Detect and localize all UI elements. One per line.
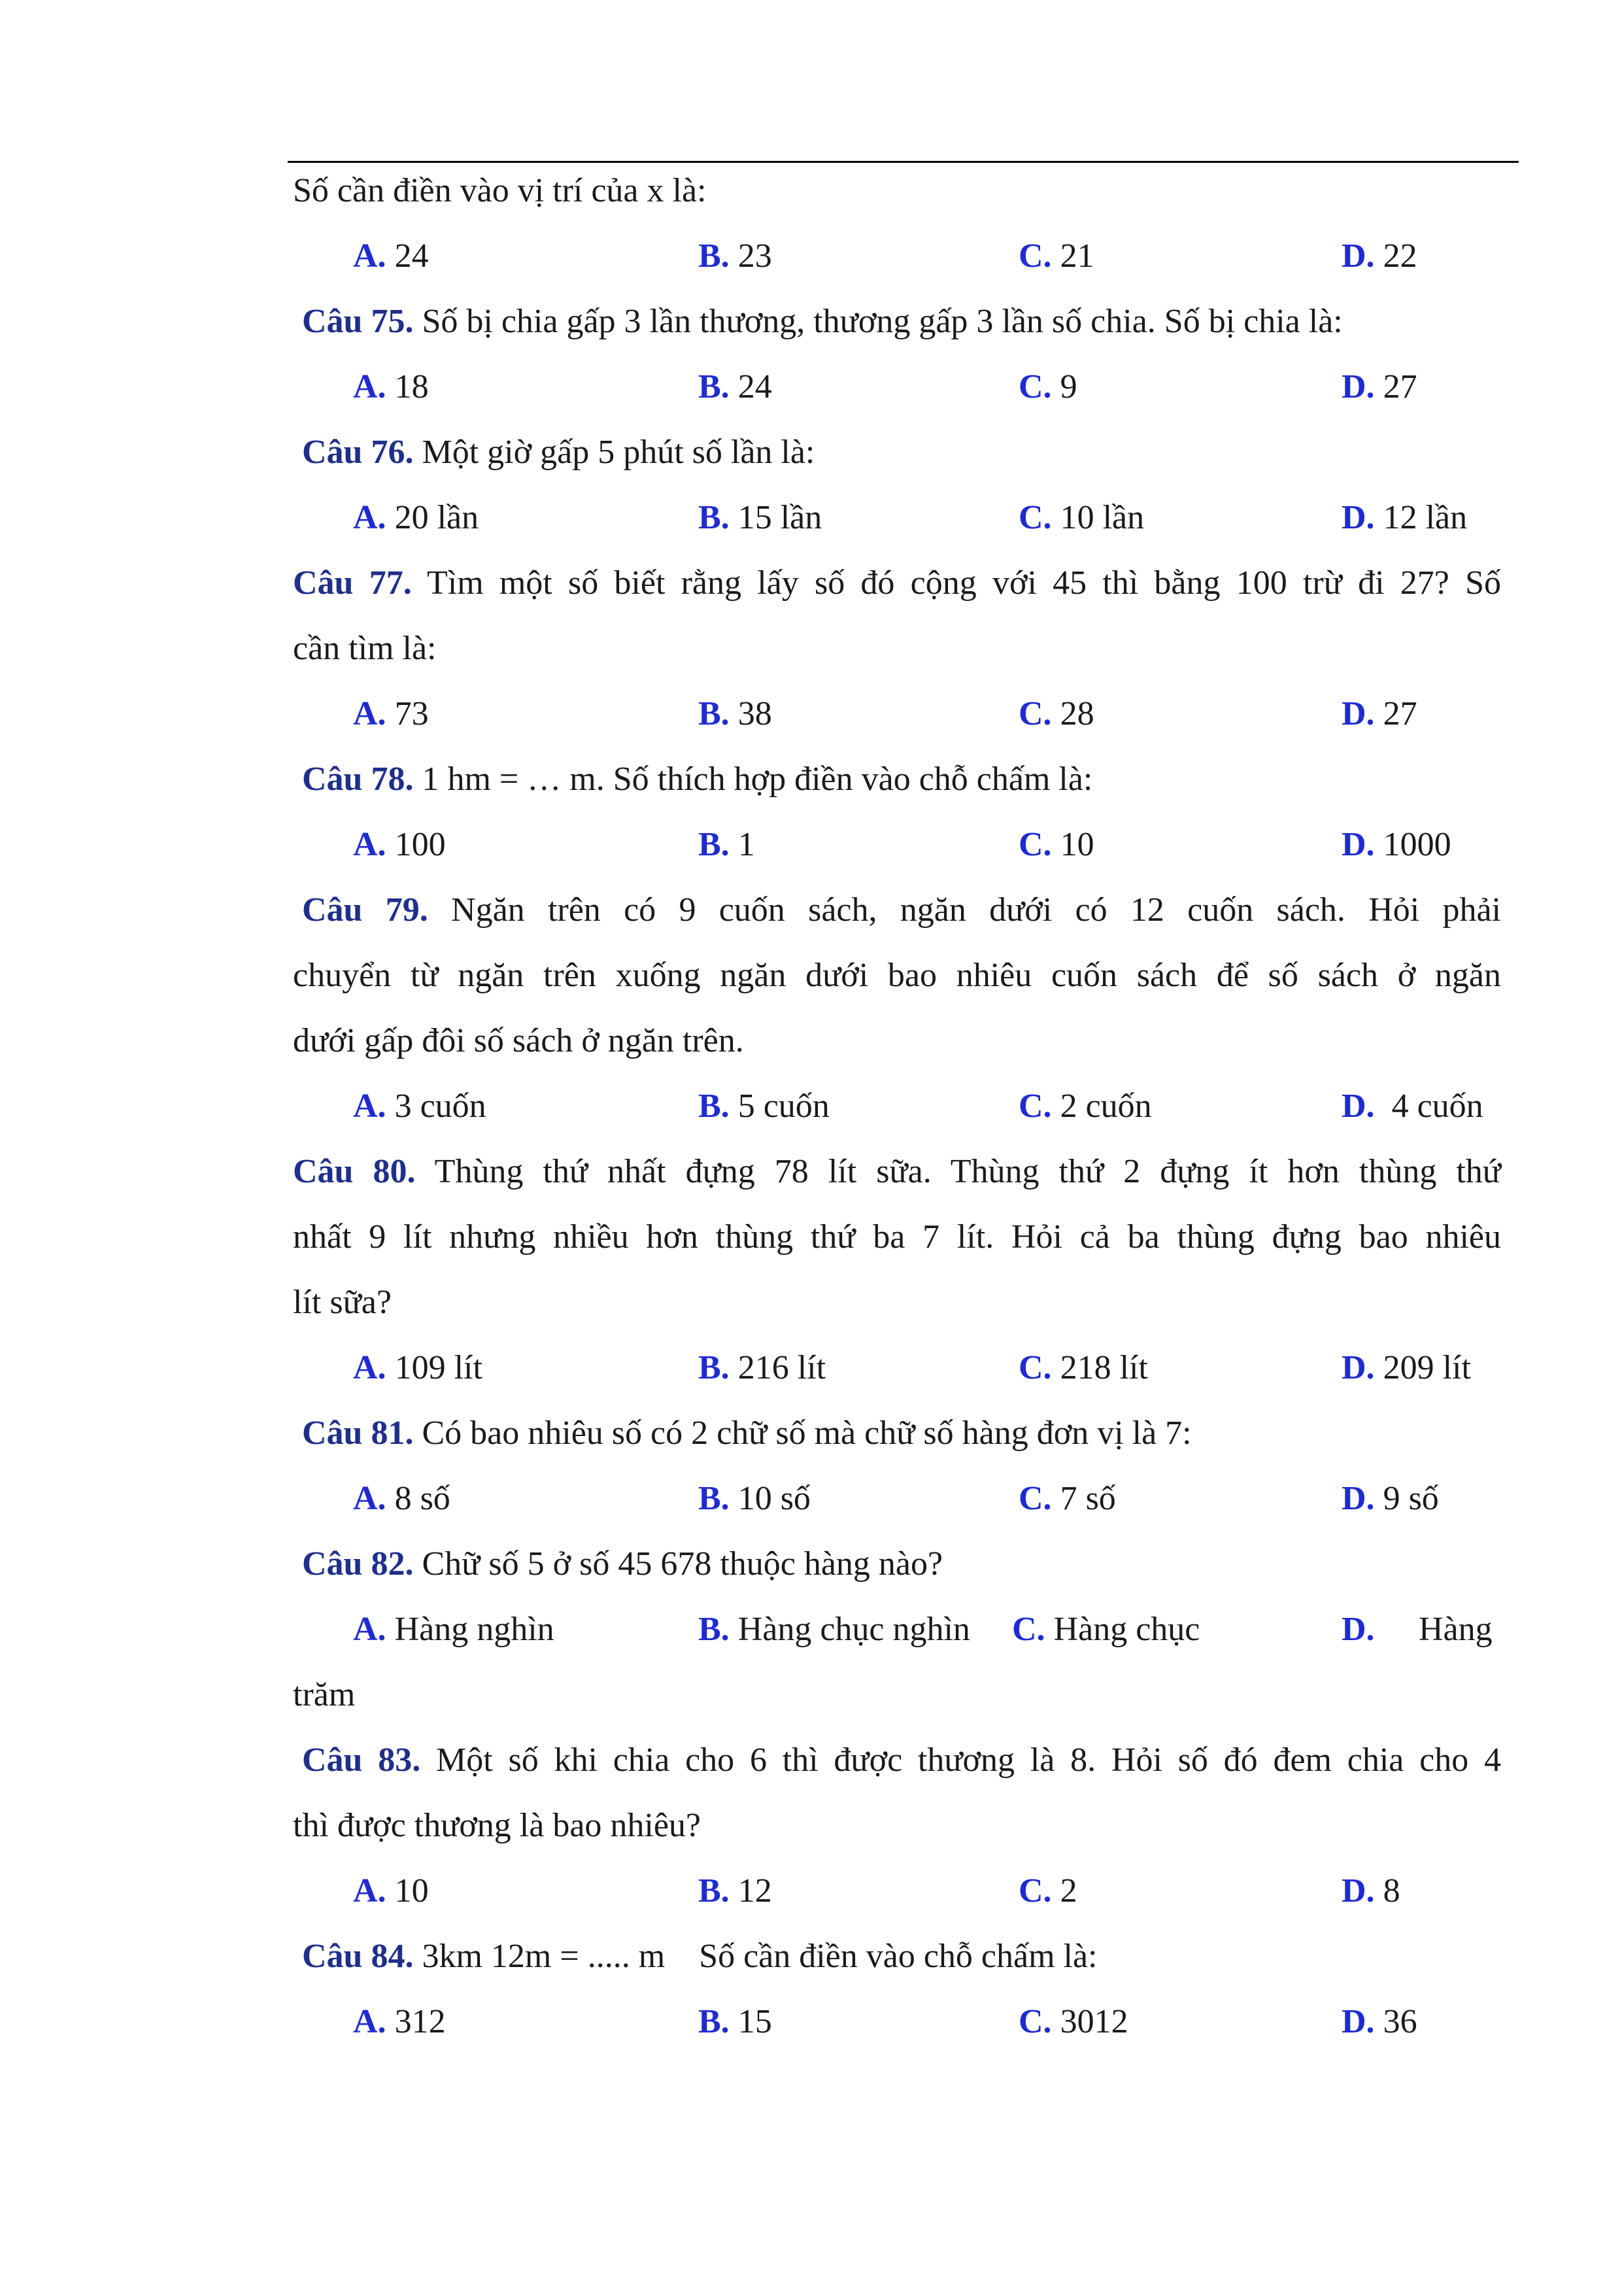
option-b: B. 24 xyxy=(698,368,772,405)
option-c: C. 10 xyxy=(1019,826,1094,863)
option-b: B. 15 xyxy=(698,2003,772,2040)
option-c: C. 10 lần xyxy=(1019,499,1145,536)
question-text: Có bao nhiêu số có 2 chữ số mà chữ số hàng đơn vị là 7: xyxy=(422,1414,1192,1452)
option-wrap-text: trăm xyxy=(293,1676,356,1713)
option-d: D. 1000 xyxy=(1342,826,1451,863)
question-77 xyxy=(0,551,1622,616)
question-80-cont-1 xyxy=(0,1205,1622,1270)
question-79-cont-2 xyxy=(0,1008,1622,1074)
question-text: Số bị chia gấp 3 lần thương, thương gấp 3 lần số chia. Số bị chia là: xyxy=(422,303,1343,340)
question-text: Một giờ gấp 5 phút số lần là: xyxy=(422,434,815,471)
question-79-cont-1 xyxy=(0,943,1622,1008)
option-a: A. 10 xyxy=(353,1872,429,1910)
option-b: B. 5 cuốn xyxy=(698,1088,830,1125)
question-75-options xyxy=(0,354,1622,420)
question-label: Câu 78. xyxy=(302,761,414,798)
question-label: Câu 77. xyxy=(293,564,412,602)
intro-text: Số cần điền vào vị trí của x là: xyxy=(293,172,707,209)
option-d: D. 209 lít xyxy=(1342,1349,1471,1386)
option-d: D. 36 xyxy=(1342,2003,1417,2040)
question-text: Ngăn trên có 9 cuốn sách, ngăn dưới có 12 cuốn sách. Hỏi phải xyxy=(451,891,1502,929)
option-b: B. 23 xyxy=(698,237,772,275)
question-84 xyxy=(0,1924,1622,1989)
question-label: Câu 81. xyxy=(302,1414,414,1452)
option-c: C. 9 xyxy=(1019,368,1077,405)
question-79-options xyxy=(0,1074,1622,1139)
question-80-cont-2 xyxy=(0,1270,1622,1335)
option-c: C. 2 cuốn xyxy=(1019,1088,1152,1125)
option-a: A. 8 số xyxy=(353,1480,450,1517)
option-d: D. 27 xyxy=(1342,695,1417,732)
question-78 xyxy=(0,747,1622,812)
question-text: thì được thương là bao nhiêu? xyxy=(293,1807,701,1844)
option-a: A. 73 xyxy=(353,695,429,732)
question-77-cont xyxy=(0,616,1622,681)
question-78-options xyxy=(0,812,1622,878)
option-a: A. 312 xyxy=(353,2003,446,2040)
question-82-options xyxy=(0,1597,1622,1662)
question-75 xyxy=(0,289,1622,354)
intro-options xyxy=(0,224,1622,289)
question-79 xyxy=(0,878,1622,943)
question-text: cần tìm là: xyxy=(293,630,437,667)
option-b: B. 12 xyxy=(698,1872,772,1910)
option-c: C. 3012 xyxy=(1019,2003,1128,2040)
question-text: 3km 12m = ..... m Số cần điền vào chỗ chấm là: xyxy=(422,1938,1098,1975)
question-label: Câu 76. xyxy=(302,434,414,471)
question-81 xyxy=(0,1401,1622,1466)
option-c: C. 28 xyxy=(1019,695,1094,732)
option-b: B. 10 số xyxy=(698,1480,811,1517)
option-a: A. 3 cuốn xyxy=(353,1088,486,1125)
option-b: B. 216 lít xyxy=(698,1349,826,1386)
option-a: A. 24 xyxy=(353,237,429,275)
question-77-options xyxy=(0,681,1622,747)
option-a: A. 18 xyxy=(353,368,429,405)
question-text: 1 hm = … m. Số thích hợp điền vào chỗ chấm là: xyxy=(422,761,1093,798)
question-76-options xyxy=(0,485,1622,551)
question-label: Câu 75. xyxy=(302,303,414,340)
option-b: B. Hàng chục nghìn xyxy=(698,1611,970,1648)
intro-line xyxy=(0,158,1622,224)
question-label: Câu 82. xyxy=(302,1545,414,1583)
option-d: D. 12 lần xyxy=(1342,499,1468,536)
question-82 xyxy=(0,1532,1622,1597)
question-76 xyxy=(0,420,1622,485)
question-82-options-wrap xyxy=(0,1662,1622,1728)
question-text: dưới gấp đôi số sách ở ngăn trên. xyxy=(293,1022,744,1059)
question-label: Câu 79. xyxy=(302,891,428,929)
question-83 xyxy=(0,1728,1622,1793)
option-b: B. 38 xyxy=(698,695,772,732)
option-a: A. Hàng nghìn xyxy=(353,1611,554,1648)
option-b: B. 1 xyxy=(698,826,755,863)
option-d: D. 4 cuốn xyxy=(1342,1088,1483,1125)
question-text: chuyển từ ngăn trên xuống ngăn dưới bao nhiêu cuốn sách để số sách ở ngăn xyxy=(293,957,1501,994)
option-c: C. 218 lít xyxy=(1019,1349,1148,1386)
question-text: nhất 9 lít nhưng nhiều hơn thùng thứ ba 7 lít. Hỏi cả ba thùng đựng bao nhiêu xyxy=(293,1218,1501,1256)
option-d: D. 22 xyxy=(1342,237,1417,275)
option-c: C. 2 xyxy=(1019,1872,1077,1910)
question-80-options xyxy=(0,1335,1622,1401)
option-c: C. 7 số xyxy=(1019,1480,1116,1517)
option-a: A. 20 lần xyxy=(353,499,479,536)
question-text: Thùng thứ nhất đựng 78 lít sữa. Thùng thứ 2 đựng ít hơn thùng thứ xyxy=(434,1153,1501,1190)
question-text: lít sữa? xyxy=(293,1284,392,1321)
option-a: A. 109 lít xyxy=(353,1349,482,1386)
question-text: Một số khi chia cho 6 thì được thương là 8. Hỏi số đó đem chia cho 4 xyxy=(436,1741,1501,1779)
option-a: A. 100 xyxy=(353,826,446,863)
question-text: Tìm một số biết rằng lấy số đó cộng với 45 thì bằng 100 trừ đi 27? Số xyxy=(426,564,1501,602)
question-label: Câu 80. xyxy=(293,1153,416,1190)
question-84-options xyxy=(0,1989,1622,2055)
question-83-options xyxy=(0,1859,1622,1924)
option-b: B. 15 lần xyxy=(698,499,822,536)
option-d: D. 9 số xyxy=(1342,1480,1439,1517)
option-d-text: Hàng xyxy=(1419,1611,1493,1648)
question-text: Chữ số 5 ở số 45 678 thuộc hàng nào? xyxy=(422,1545,943,1583)
question-label: Câu 84. xyxy=(302,1938,414,1975)
option-d: D. 8 xyxy=(1342,1872,1400,1910)
option-d: D. xyxy=(1342,1611,1375,1648)
option-c: C. Hàng chục xyxy=(1012,1611,1200,1648)
question-80 xyxy=(0,1139,1622,1205)
question-83-cont xyxy=(0,1793,1622,1859)
option-c: C. 21 xyxy=(1019,237,1094,275)
option-d: D. 27 xyxy=(1342,368,1417,405)
question-81-options xyxy=(0,1466,1622,1532)
question-label: Câu 83. xyxy=(302,1741,421,1779)
